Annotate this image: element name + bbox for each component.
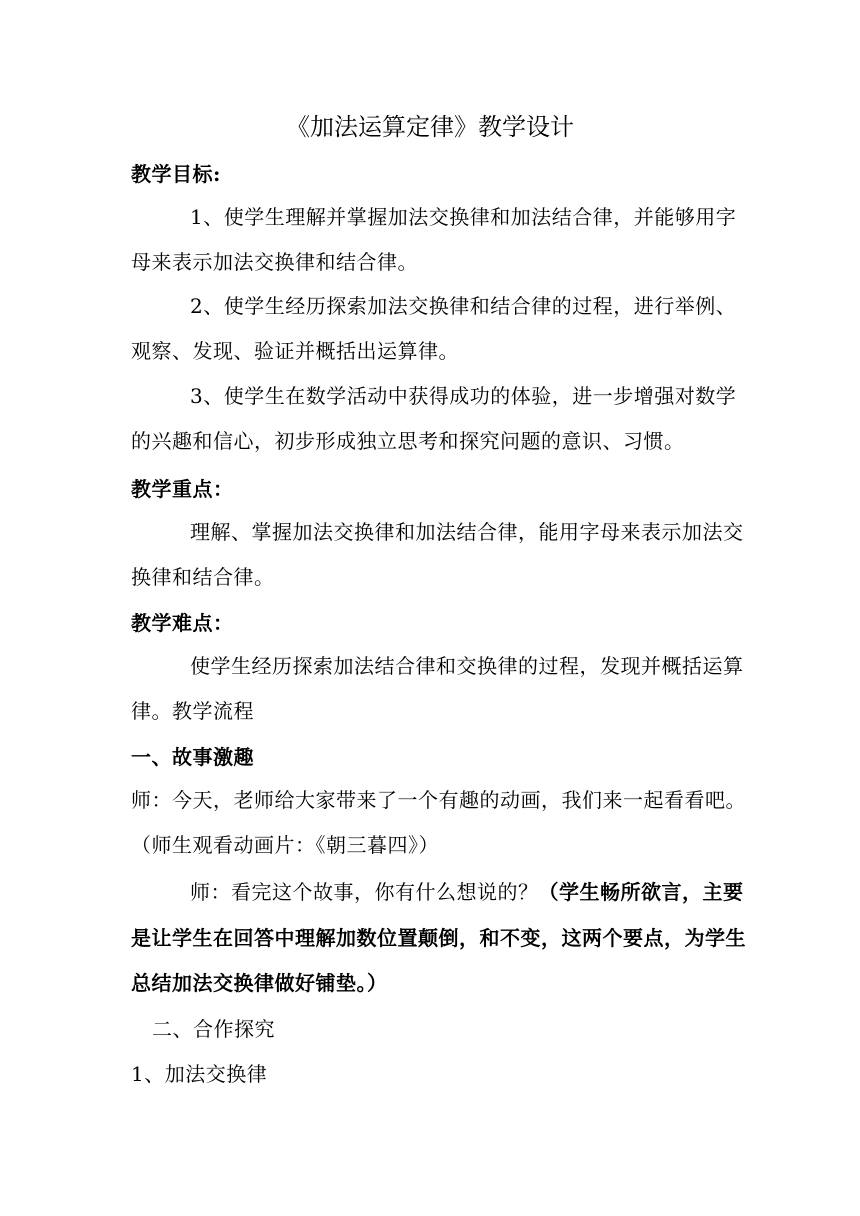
key-points-line-1: 理解、掌握加法交换律和加法结合律，能用字母来表示加法交 <box>190 520 744 544</box>
objectives-heading: 教学目标: <box>131 162 221 186</box>
objective-3-line-2: 的兴趣和信心，初步形成独立思考和探究问题的意识、习惯。 <box>131 429 685 453</box>
objective-3-line-1: 3、使学生在数学活动中获得成功的体验，进一步增强对数学 <box>190 384 737 408</box>
objective-2-line-1: 2、使学生经历探索加法交换律和结合律的过程，进行举例、 <box>190 294 737 318</box>
key-points-line-2: 换律和结合律。 <box>131 565 275 589</box>
section-1-line-1: 师：今天，老师给大家带来了一个有趣的动画，我们来一起看看吧。 <box>131 788 746 812</box>
difficulties-line-1: 使学生经历探索加法结合律和交换律的过程，发现并概括运算 <box>190 654 744 678</box>
section-1-line-5: 总结加法交换律做好铺垫。） <box>131 971 388 995</box>
section-2-sub-1: 1、加法交换律 <box>131 1062 268 1086</box>
section-1-line-3-text: 师：看完这个故事，你有什么想说的？ <box>190 880 539 904</box>
section-1-heading: 一、故事激趣 <box>131 745 254 769</box>
difficulties-line-2: 律。教学流程 <box>131 699 254 723</box>
section-1-line-3 <box>190 880 744 904</box>
section-1-line-4: 是让学生在回答中理解加数位置颠倒，和不变，这两个要点，为学生 <box>131 926 746 950</box>
key-points-heading: 教学重点： <box>131 477 234 501</box>
objective-2-line-2: 观察、发现、验证并概括出运算律。 <box>131 339 459 363</box>
section-1-line-2: （师生观看动画片：《朝三暮四》） <box>131 833 439 857</box>
objective-1-line-1: 1、使学生理解并掌握加法交换律和加法结合律，并能够用字 <box>190 205 737 229</box>
section-2-heading: 二、合作探究 <box>152 1017 275 1041</box>
objective-1-line-2: 母来表示加法交换律和结合律。 <box>131 250 418 274</box>
section-1-line-3-note: （学生畅所欲言，主要 <box>538 880 744 904</box>
document-title: 《加法运算定律》教学设计 <box>286 113 574 141</box>
difficulties-heading: 教学难点： <box>131 611 234 635</box>
